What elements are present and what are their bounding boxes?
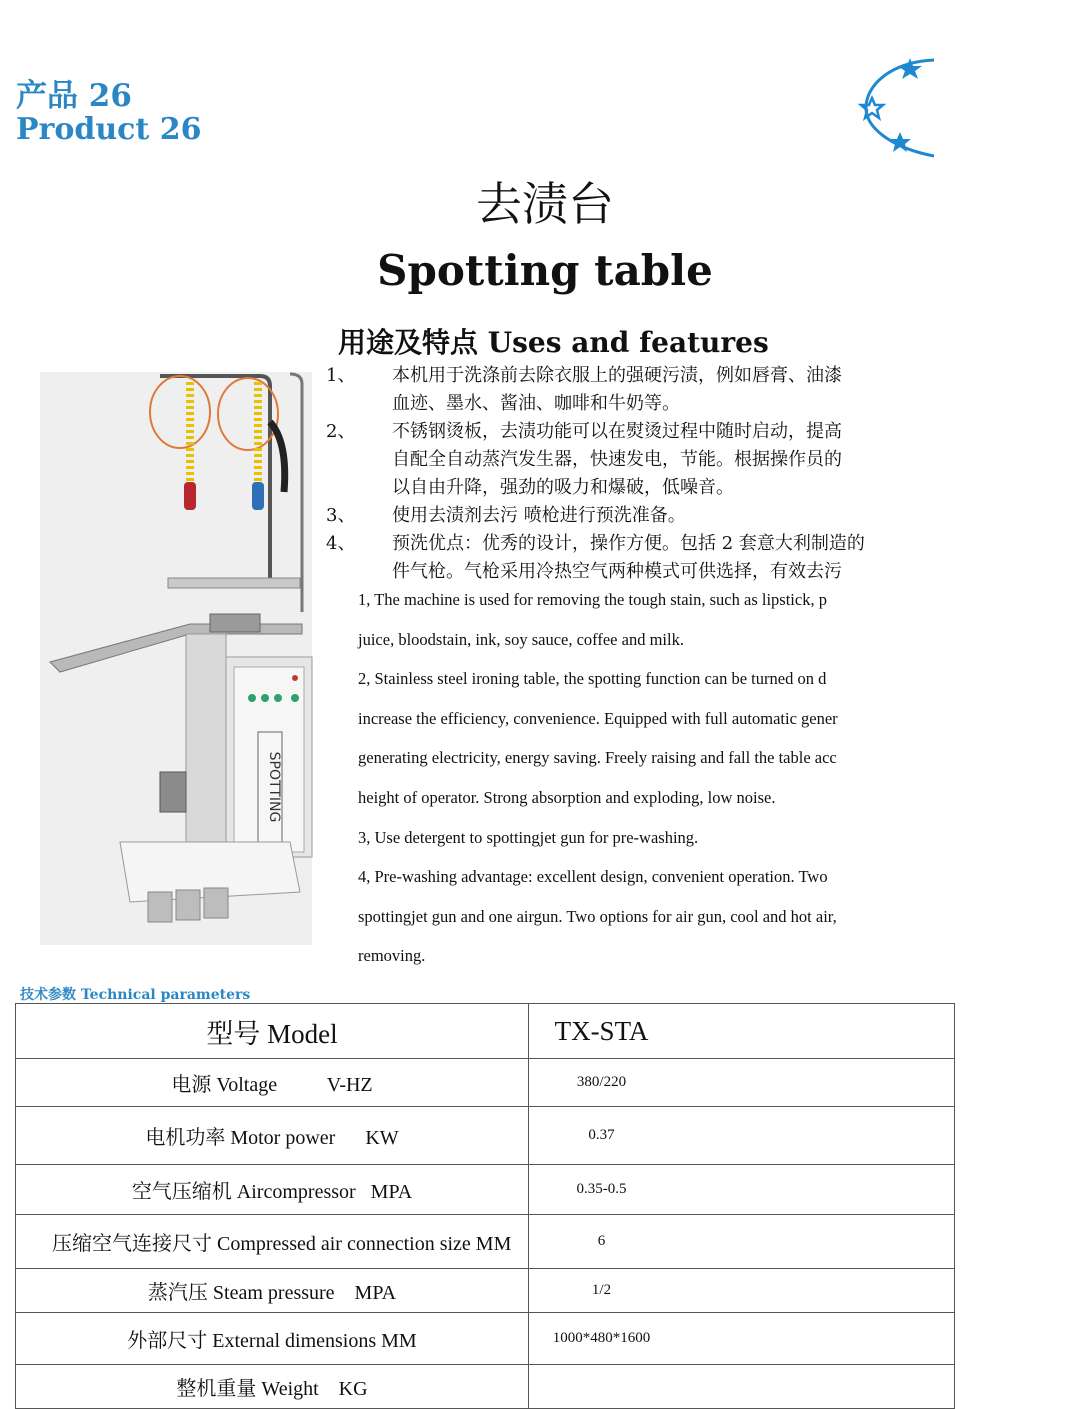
tech-params-table [15, 1003, 955, 1400]
feature-cn-line: 使用去渍剂去污 喷枪进行预洗准备。 [392, 505, 686, 526]
feature-cn-number: 1、 [326, 365, 356, 386]
feature-en-line: 3, Use detergent to spottingjet gun for pre-washing. [358, 827, 699, 847]
feature-en-line: removing. [358, 946, 426, 966]
feature-en-line: increase the efficiency, convenience. Equipped with full automatic gener [358, 708, 838, 728]
param-value [529, 1365, 955, 1409]
star-orbit-logo [852, 48, 934, 168]
feature-cn-item [326, 418, 934, 502]
machine-brand-label: SPOTTING [266, 751, 282, 823]
param-name: 压缩空气连接尺寸 Compressed air connection size MM [16, 1215, 529, 1269]
table-row [16, 1313, 955, 1365]
product-photo [40, 372, 312, 945]
tech-params-label: 技术参数 Technical parameters [20, 987, 251, 1003]
table-row [16, 1165, 955, 1215]
param-value: 0.35-0.5 [529, 1165, 955, 1215]
features-heading: 用途及特点 Uses and features [338, 326, 769, 359]
param-value: 1000*480*1600 [529, 1313, 955, 1365]
table-row [16, 1269, 955, 1313]
feature-en-line: 1, The machine is used for removing the tough stain, such as lipstick, p [358, 590, 827, 609]
table-header-row [16, 1004, 955, 1059]
title-cn: 去渍台 [476, 177, 614, 231]
feature-cn-line: 血迹、墨水、酱油、咖啡和牛奶等。 [392, 393, 680, 414]
feature-en-line: height of operator. Strong absorption and exploding, low noise. [358, 787, 776, 807]
feature-cn-number: 2、 [326, 421, 356, 442]
title-en: Spotting table [377, 246, 713, 295]
feature-en-line: generating electricity, energy saving. Freely raising and fall the table acc [358, 748, 837, 768]
param-name: 整机重量 Weight KG [16, 1365, 529, 1409]
table-row [16, 1059, 955, 1107]
param-name: 蒸汽压 Steam pressure MPA [16, 1269, 529, 1313]
product-label-en: Product 26 [16, 112, 202, 147]
feature-cn-number: 3、 [326, 505, 356, 526]
feature-cn-line: 本机用于洗涤前去除衣服上的强硬污渍，例如唇膏、油漆 [392, 365, 842, 386]
table-row [16, 1215, 955, 1269]
param-name: 电源 Voltage V-HZ [16, 1059, 529, 1107]
product-label-cn: 产品 26 [16, 78, 132, 114]
param-value: 0.37 [529, 1107, 955, 1165]
table-row [16, 1107, 955, 1165]
feature-en-line: spottingjet gun and one airgun. Two options for air gun, cool and hot air, [358, 906, 837, 926]
feature-en-line: 4, Pre-washing advantage: excellent design, convenient operation. Two [358, 867, 828, 887]
feature-cn-item [326, 530, 934, 586]
feature-cn-item [326, 362, 934, 418]
table-row [16, 1365, 955, 1409]
feature-en-line: 2, Stainless steel ironing table, the spotting function can be turned on d [358, 669, 827, 689]
feature-cn-line: 以自由升降，强劲的吸力和爆破，低噪音。 [392, 477, 734, 498]
feature-cn-line: 不锈钢烫板，去渍功能可以在熨烫过程中随时启动，提高 [392, 421, 842, 442]
param-value: TX-STA [529, 1004, 955, 1059]
param-value: 380/220 [529, 1059, 955, 1107]
param-value: 6 [529, 1215, 955, 1269]
feature-cn-line: 预洗优点：优秀的设计，操作方便。包括 2 套意大利制造的 [392, 533, 865, 554]
feature-en-line: juice, bloodstain, ink, soy sauce, coffee and milk. [358, 629, 684, 649]
param-name: 空气压缩机 Aircompressor MPA [16, 1165, 529, 1215]
param-name: 电机功率 Motor power KW [16, 1107, 529, 1165]
features-list-cn [326, 362, 934, 586]
spotting-table-illustration [40, 372, 312, 945]
param-name: 外部尺寸 External dimensions MM [16, 1313, 529, 1365]
features-list-en [358, 580, 934, 976]
feature-cn-line: 件气枪。气枪采用冷热空气两种模式可供选择，有效去污 [392, 561, 842, 582]
param-value: 1/2 [529, 1269, 955, 1313]
param-name: 型号 Model [16, 1004, 529, 1059]
feature-cn-item [326, 502, 934, 530]
feature-cn-line: 自配全自动蒸汽发生器，快速发电，节能。根据操作员的 [392, 449, 842, 470]
feature-cn-number: 4、 [326, 533, 356, 554]
